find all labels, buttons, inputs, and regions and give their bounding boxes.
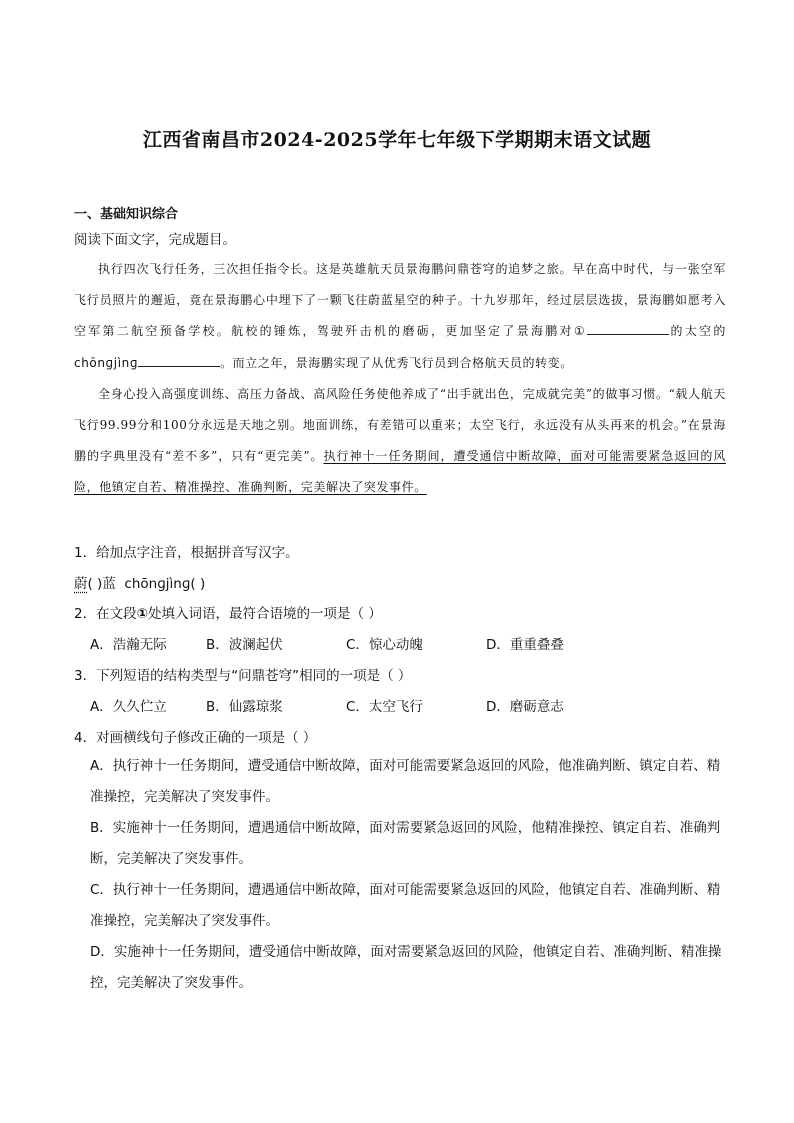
question-2-stem: [74, 602, 382, 622]
question-2-options: [90, 633, 564, 653]
question-1-items: [74, 572, 205, 592]
q2-option-a[interactable]: A．浩瀚无际: [90, 637, 167, 653]
q4-option-b[interactable]: B．实施神十一任务期间，遭遇通信中断故障，面对需要紧急返回的风险，他精准操控、镇定自若、准确判断，完美解决了突发事件。: [90, 820, 721, 867]
q3-option-a[interactable]: A．久久伫立: [90, 699, 167, 715]
q3-option-c[interactable]: C．太空飞行: [346, 699, 423, 715]
underlined-sentence: 执行神十一任务期间，遭受通信中断故障，面对可能需要紧急返回的风险，他镇定自若、精准操控、准确判断，完美解决了突发事件。: [74, 449, 726, 495]
q2-stem-b: 处填入词语，最符合语境的一项是（ ）: [148, 606, 382, 622]
q1-answer-blank-1[interactable]: ( ): [87, 576, 103, 592]
passage-p2-text: 全身心投入高强度训练、高压力备战、高风险任务使他养成了“出手就出色，完成就完美”的做事习惯。“载人航天飞行99.99分和100分永远是天地之别。地面训练，有差错可以重来；太空飞行，永远没有从头再来的机会。”在景海鹏的字典里没有“差不多”，只有“更完美”。: [74, 386, 726, 464]
q4-option-a[interactable]: A．执行神十一任务期间，遭受通信中断故障，面对可能需要紧急返回的风险，他准确判断、镇定自若、精准操控，完美解决了突发事件。: [90, 758, 721, 805]
q2-option-c[interactable]: C．惊心动魄: [346, 637, 423, 653]
passage-paragraph-1: [74, 254, 726, 379]
question-3-options: [90, 695, 564, 715]
question-4-options: [90, 751, 728, 999]
passage-p1-text-mid: 的太空的: [668, 324, 726, 339]
passage-p1-text-b: 。而立之年，景海鹏实现了从优秀飞行员到合格航天员的转变。: [220, 355, 573, 370]
q1-char-2: 蓝: [102, 576, 116, 592]
q4-option-d[interactable]: D．实施神十一任务期间，遭受通信中断故障，面对需要紧急返回的风险，他镇定自若、准确判断、精准操控，完美解决了突发事件。: [90, 944, 722, 991]
q2-option-b[interactable]: B．波澜起伏: [206, 637, 283, 653]
blank-line-1: [587, 322, 669, 335]
passage-pinyin: chōnɡjìnɡ: [74, 355, 139, 370]
blank-line-2: [138, 354, 220, 367]
q3-option-b[interactable]: B．仙露琼浆: [206, 699, 283, 715]
q4-option-c[interactable]: C．执行神十一任务期间，遭遇通信中断故障，面对可能需要紧急返回的风险，他镇定自若、准确判断、精准操控，完美解决了突发事件。: [90, 882, 721, 929]
passage-paragraph-2: [74, 379, 726, 504]
q3-option-d[interactable]: D．磨砺意志: [486, 699, 564, 715]
blank-marker-1: ①: [573, 324, 587, 339]
q1-answer-blank-2[interactable]: ( ): [190, 576, 206, 592]
question-3-stem: 3．下列短语的结构类型与“问鼎苍穹”相同的一项是（ ）: [74, 668, 412, 684]
q2-option-d[interactable]: D．重重叠叠: [486, 637, 564, 653]
reading-passage: [74, 254, 726, 504]
page-title: 江西省南昌市2024-2025学年七年级下学期期末语文试题: [142, 129, 652, 151]
q1-pinyin: chōnɡjìnɡ: [124, 576, 191, 592]
q1-dotted-char: 蔚: [74, 576, 88, 592]
q2-circle-marker: ①: [136, 606, 149, 622]
section-heading: 一、基础知识综合: [74, 207, 179, 222]
section-instruction: 阅读下面文字，完成题目。: [74, 232, 236, 248]
q2-stem-a: 2．在文段: [74, 606, 137, 622]
question-1-stem: 1．给加点字注音，根据拼音写汉字。: [74, 545, 299, 561]
passage-p1-text-a: 执行四次飞行任务，三次担任指令长。这是英雄航天员景海鹏问鼎苍穹的追梦之旅。早在高中时代，与一张空军飞行员照片的邂逅，竟在景海鹏心中埋下了一颗飞往蔚蓝星空的种子。十九岁那年，经过层层选拔，景海鹏如愿考入空军第二航空预备学校。航校的锤炼，驾驶歼击机的磨砺，更加坚定了景海鹏对: [74, 262, 726, 339]
question-4-stem: 4．对画横线句子修改正确的一项是（ ）: [74, 730, 317, 746]
